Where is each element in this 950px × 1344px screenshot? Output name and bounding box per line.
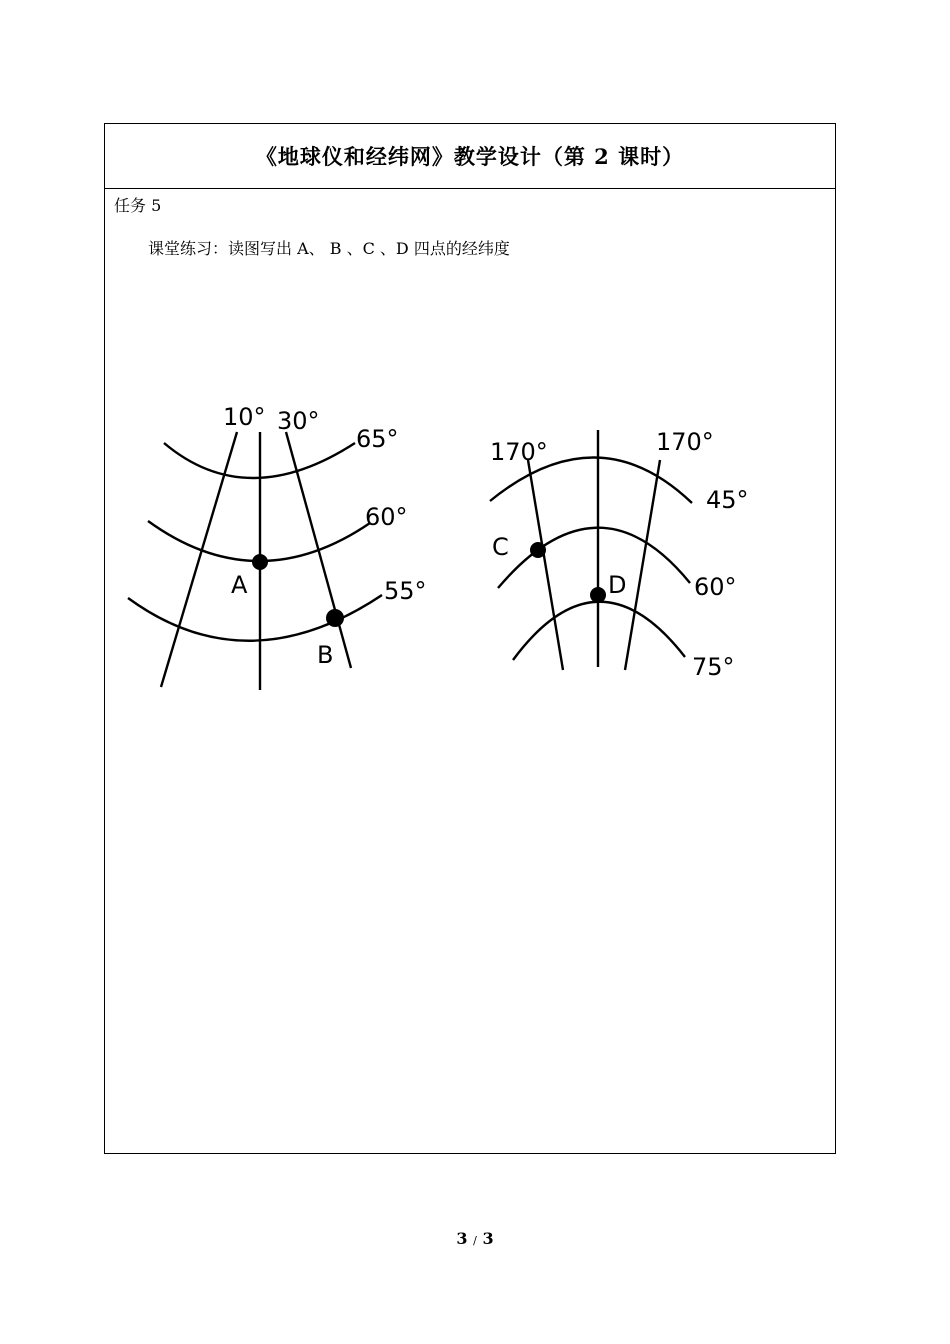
- meridian-line: [528, 460, 563, 670]
- parallel-label: 75°: [692, 653, 735, 681]
- point-marker-a: [252, 554, 268, 570]
- meridian-label: 170°: [490, 438, 548, 466]
- meridian-label: 10°: [223, 403, 266, 431]
- parallel-label: 55°: [384, 577, 427, 605]
- graticule-right-svg: [470, 405, 760, 695]
- page-separator: /: [473, 1234, 477, 1247]
- exercise-text: 课堂练习：读图写出 A、 B 、C 、D 四点的经纬度: [148, 239, 510, 258]
- graticule-left-svg: [127, 385, 438, 695]
- task-label: 任务 5: [114, 196, 162, 215]
- meridian-label: 170°: [656, 428, 714, 456]
- point-marker-d: [590, 587, 606, 603]
- meridian-line: [161, 432, 237, 687]
- document-title: 《地球仪和经纬网》教学设计（第 2 课时）: [255, 144, 685, 169]
- page-total: 3: [482, 1229, 494, 1248]
- point-label-c: C: [492, 533, 509, 561]
- point-label-a: A: [231, 571, 248, 599]
- meridian-line: [625, 460, 660, 670]
- parallel-label: 65°: [356, 425, 399, 453]
- page-number: 3: [456, 1229, 468, 1248]
- page-footer: [0, 1229, 950, 1248]
- graticule-figure-left: [127, 385, 438, 695]
- point-marker-b: [326, 609, 344, 627]
- parallel-label: 45°: [706, 486, 749, 514]
- parallel-line: [498, 528, 690, 588]
- title-row: [105, 124, 835, 189]
- meridian-label: 30°: [277, 407, 320, 435]
- parallel-label: 60°: [365, 503, 408, 531]
- point-label-d: D: [608, 571, 627, 599]
- parallel-label: 60°: [694, 573, 737, 601]
- point-label-b: B: [317, 641, 334, 669]
- graticule-figure-right: [470, 405, 760, 695]
- point-marker-c: [530, 542, 546, 558]
